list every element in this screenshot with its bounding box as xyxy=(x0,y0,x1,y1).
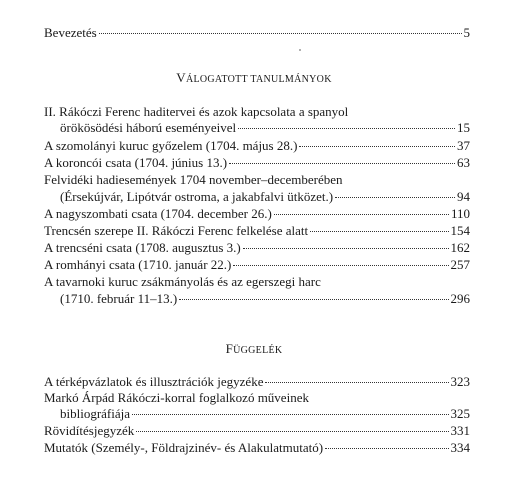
toc-entry-title: A trencséni csata (1708. augusztus 3.) xyxy=(44,240,241,255)
section-heading-valogatott: VÁLOGATOTT TANULMÁNYOK xyxy=(176,70,332,85)
toc-entry-title: örökösödési háború eseményeivel xyxy=(60,120,237,135)
toc-entry[interactable] xyxy=(44,423,470,438)
dot-leader xyxy=(132,414,448,415)
toc-entry[interactable] xyxy=(44,138,470,153)
toc-entry[interactable] xyxy=(60,120,470,135)
dot-leader xyxy=(179,299,448,300)
toc-entry-title: Trencsén szerepe II. Rákóczi Ferenc felkelése alatt xyxy=(44,223,309,238)
toc-entry-title: A szomolányi kuruc győzelem (1704. május 28.) xyxy=(44,138,298,153)
toc-entry[interactable] xyxy=(44,206,470,221)
toc-entry-title: (Érsekújvár, Lipótvár ostroma, a jakabfalvi ütközet.) xyxy=(60,189,334,204)
toc-entry-title: bibliográfiája xyxy=(60,406,131,421)
dot-leader xyxy=(325,448,448,449)
toc-entry-line1: A tavarnoki kuruc zsákmányolás és az egerszegi harc xyxy=(44,274,321,289)
toc-entry[interactable] xyxy=(60,291,470,306)
toc-entry-page: 323 xyxy=(450,374,470,389)
toc-entry-page: 94 xyxy=(457,189,470,204)
toc-entry-title: A romhányi csata (1710. január 22.) xyxy=(44,257,232,272)
print-speck xyxy=(299,49,301,51)
toc-entry-title: (1710. február 11–13.) xyxy=(60,291,178,306)
dot-leader xyxy=(229,163,455,164)
toc-entry-page: 5 xyxy=(463,25,470,40)
toc-entry-title: A nagyszombati csata (1704. december 26.) xyxy=(44,206,272,221)
dot-leader xyxy=(274,214,449,215)
toc-entry-page: 325 xyxy=(450,406,470,421)
toc-entry-page: 296 xyxy=(450,291,470,306)
toc-entry-title: Rövidítésjegyzék xyxy=(44,423,135,438)
toc-entry-page: 257 xyxy=(450,257,470,272)
toc-entry-page: 37 xyxy=(457,138,470,153)
toc-entry-page: 331 xyxy=(450,423,470,438)
toc-entry-title: A koroncói csata (1704. június 13.) xyxy=(44,155,228,170)
toc-entry[interactable] xyxy=(44,440,470,455)
toc-entry-page: 15 xyxy=(457,120,470,135)
toc-entry-page: 154 xyxy=(450,223,470,238)
toc-entry-bevezetes[interactable] xyxy=(44,25,470,40)
toc-entry-page: 63 xyxy=(457,155,470,170)
dot-leader xyxy=(310,231,448,232)
section-heading-fuggelek: FÜGGELÉK xyxy=(225,341,283,356)
dot-leader xyxy=(265,382,448,383)
toc-entry-title: Bevezetés xyxy=(44,25,97,40)
dot-leader xyxy=(136,431,448,432)
dot-leader xyxy=(335,197,455,198)
toc-entry-page: 110 xyxy=(450,206,470,221)
toc-entry-line1: Felvidéki hadiesemények 1704 november–decemberében xyxy=(44,172,343,187)
toc-entry[interactable] xyxy=(44,374,470,389)
toc-entry-page: 334 xyxy=(450,440,470,455)
toc-entry-line1: Markó Árpád Rákóczi-korral foglalkozó műveinek xyxy=(44,390,309,405)
dot-leader xyxy=(238,128,455,129)
toc-entry[interactable] xyxy=(44,240,470,255)
dot-leader xyxy=(243,248,449,249)
toc-entry[interactable] xyxy=(60,189,470,204)
dot-leader xyxy=(99,33,462,34)
toc-entry-line1: II. Rákóczi Ferenc haditervei és azok kapcsolata a spanyol xyxy=(44,104,349,119)
toc-entry[interactable] xyxy=(60,406,470,421)
toc-entry-title: Mutatók (Személy-, Földrajzinév- és Alakulatmutató) xyxy=(44,440,324,455)
toc-entry[interactable] xyxy=(44,223,470,238)
toc-entry[interactable] xyxy=(44,155,470,170)
toc-entry-title: A térképvázlatok és illusztrációk jegyzéke xyxy=(44,374,264,389)
toc-entry-page: 162 xyxy=(450,240,470,255)
dot-leader xyxy=(299,146,455,147)
dot-leader xyxy=(233,265,448,266)
toc-entry[interactable] xyxy=(44,257,470,272)
